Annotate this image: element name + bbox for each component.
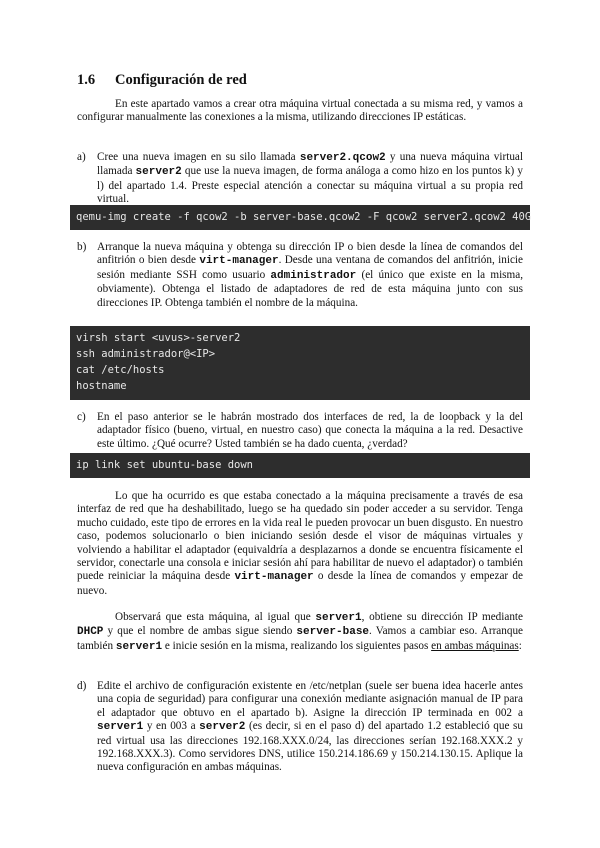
inline-code: server2 [135,166,182,179]
inline-code: virt-manager [199,255,279,268]
step-text: En el paso anterior se le habrán mostrado dos interfaces de red, la de loopback y la del adaptador físico (bueno, virtual, en nuestro caso) que conecta la máquina a la red. Desactive este último. ¿Qué ocurre? Usted también se ha dado cuenta, ¿verdad? [97,411,523,450]
section-title: Configuración de red [115,72,247,88]
step-a [77,151,523,207]
section-number: 1.6 [77,72,96,88]
code-block-b [70,326,530,400]
step-text: Cree una nueva imagen en su silo llamada server2.qcow2 y una nueva máquina virtual llamada server2 que use la nueva imagen, de forma análoga a como hizo en los puntos k) y l) del apartado 1.4. Preste especial atención a conectar su máquina virtual a su propia red virtual. [97,151,524,206]
inline-code: server-base [296,626,370,639]
explanation-paragraph: Lo que ha ocurrido es que estaba conectado a la máquina precisamente a través de esa interfaz de red que ha deshabilitado, luego se ha quedado sin poder acceder a su servidor. Tenga mucho cuidado, este tipo de errores en la vida real le pueden provocar un buen disgusto. En nuestro caso, podemos solucionarlo o bien iniciando sesión desde el visor de máquinas virtuales y volviendo a habilitar el adaptador (equivaldría a desplazarnos a donde se encuentra físicamente el servidor, conectarle una consola e iniciar sesión ahí para habilitar de nuevo el adaptador) o también puede reiniciar la máquina desde virt-manager o desde la línea de comandos y empezar de nuevo. [77,490,523,597]
code-line: hostname [76,380,127,392]
section-heading [77,72,247,89]
step-text: Edite el archivo de configuración existente en /etc/netplan (suele ser buena idea hacerle antes una copia de seguridad) para configurar una conexión mediante asignación manual de IP para el adaptador que obtuvo en el apartado b). Asigne la dirección IP terminada en 002 a server1 y en 003 a server2 (es decir, si en el paso d) del apartado 1.2 estableció que su red virtual usa las direcciones 192.168.XXX.0/24, las direcciones serían 192.168.XXX.2 y 192.168.XXX.3). Como servidores DNS, utilice 150.214.186.69 y 150.214.130.15. Aplique la nueva configuración en ambas máquinas. [97,680,523,774]
step-b [77,241,523,310]
inline-code: DHCP [77,626,104,639]
inline-code: virt-manager [234,571,314,584]
emphasis-underline: en ambas máquinas [431,639,519,652]
step-label: c) [77,411,86,423]
intro-paragraph: En este apartado vamos a crear otra máquina virtual conectada a su misma red, y vamos a configurar manualmente las conexiones a la misma, utilizando direcciones IP estáticas. [77,98,523,124]
code-line: virsh start <uvus>-server2 [76,332,241,344]
step-label: d) [77,680,87,692]
inline-code: server1 [315,612,362,624]
step-label: b) [77,241,87,253]
code-block-a: qemu-img create -f qcow2 -b server-base.qcow2 -F qcow2 server2.qcow2 40G [70,205,530,230]
inline-code: administrador [270,269,357,282]
inline-code: server1 [115,640,163,653]
step-label: a) [77,151,86,163]
step-text: Arranque la nueva máquina y obtenga su dirección IP o bien desde la línea de comandos del anfitrión o bien desde virt-manager. Desde una ventana de comandos del anfitrión, inicie sesión mediante SSH como usuario administrador (el único que existe en la misma, obviamente). Obtenga el listado de adaptadores de red de esta máquina junto con sus direcciones IP. Obtenga también el nombre de la máquina. [97,241,523,309]
code-line: cat /etc/hosts [76,364,165,376]
code-block-c: ip link set ubuntu-base down [70,453,530,478]
inline-code: server2 [199,721,246,734]
instructions-paragraph: Observará que esta máquina, al igual que server1, obtiene su dirección IP mediante DHCP y que el nombre de ambas sigue siendo server-base. Vamos a cambiar eso. Arranque también server1 e inicie sesión en la misma, realizando los siguientes pasos en ambas máquinas: [77,611,524,653]
step-d [77,680,523,775]
inline-code: server2.qcow2 [299,152,386,164]
step-c [77,411,523,451]
inline-code: server1 [97,721,144,734]
code-line: ssh administrador@<IP> [76,348,216,360]
